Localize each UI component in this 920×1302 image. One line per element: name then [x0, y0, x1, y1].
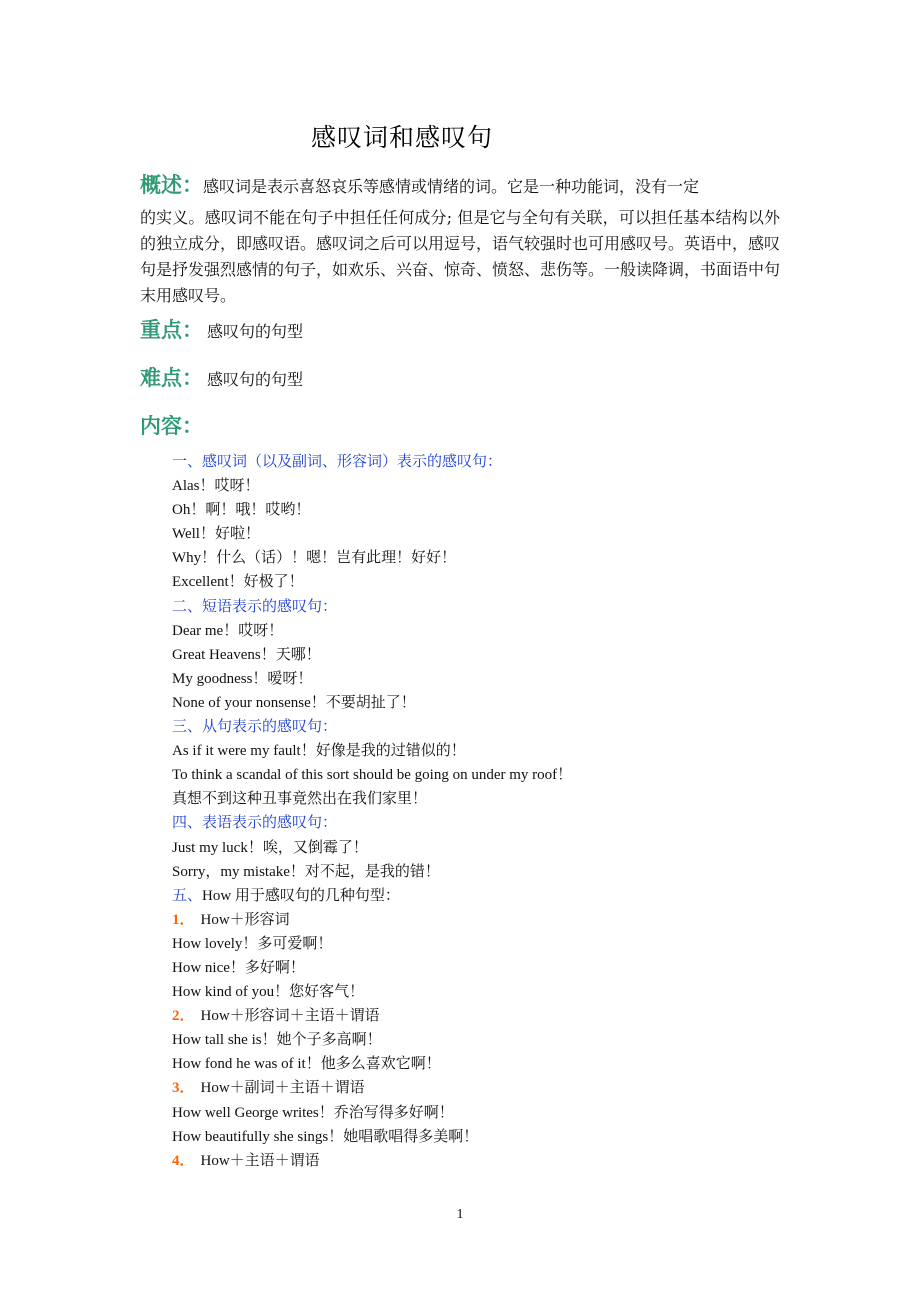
example-sentence: How nice！多好啊！	[172, 959, 305, 976]
example-sentence: As if it were my fault！好像是我的过错似的！	[172, 743, 466, 760]
section-heading-text: How 用于感叹句的几种句型：	[202, 887, 400, 904]
section-heading-text: 二、短语表示的感叹句：	[172, 598, 338, 615]
example-sentence: Alas！哎呀！	[172, 478, 260, 495]
overview-first-line	[140, 168, 780, 205]
example-sentence: Excellent！好极了！	[172, 574, 304, 591]
pattern-text: How＋主语＋谓语	[200, 1152, 320, 1169]
example-sentence: Great Heavens！天哪！	[172, 646, 321, 663]
pattern-item	[172, 1004, 792, 1028]
example-sentence: My goodness！嗳呀！	[172, 670, 313, 687]
content-list	[172, 450, 792, 1173]
pattern-number: 4．	[172, 1152, 195, 1169]
key-point	[140, 314, 303, 344]
example-sentence: How fond he was of it！他多么喜欢它啊！	[172, 1056, 441, 1073]
section-heading	[172, 715, 792, 739]
pattern-text: How＋形容词＋主语＋谓语	[200, 1008, 380, 1025]
pattern-number: 2．	[172, 1008, 195, 1025]
example-sentence: How beautifully she sings！她唱歌唱得多美啊！	[172, 1128, 479, 1145]
overview-text-rest: 的实义。感叹词不能在句子中担任任何成分; 但是它与全句有关联，可以担任基本结构以外的独立成分，即感叹语。感叹词之后可以用逗号，语气较强时也可用感叹号。英语中，感叹句是抒发强烈感情的句子，如欢乐、兴奋、惊奇、愤怒、悲伤等。一般读降调，书面语中句末用感叹号。	[140, 208, 781, 305]
example-sentence: Why！什么（话）！嗯！岂有此理！好好！	[172, 550, 457, 567]
pattern-text: How＋形容词	[200, 911, 290, 928]
example-sentence: Just my luck！唉，又倒霉了！	[172, 839, 368, 856]
pattern-text: How＋副词＋主语＋谓语	[200, 1080, 365, 1097]
difficulty-text: 感叹句的句型	[207, 370, 304, 389]
section-heading-text: 四、表语表示的感叹句：	[172, 815, 338, 832]
difficulty-label: 难点：	[140, 366, 203, 390]
key-point-label: 重点：	[140, 318, 203, 342]
page-number: 1	[456, 1207, 464, 1222]
content-label: 内容：	[140, 414, 203, 438]
example-sentence: Well！好啦！	[172, 526, 260, 543]
section-heading	[172, 884, 792, 908]
difficulty	[140, 362, 303, 392]
example-sentence: How lovely！多可爱啊！	[172, 935, 333, 952]
pattern-item	[172, 1149, 792, 1173]
key-point-text: 感叹句的句型	[207, 322, 304, 341]
pattern-number: 3．	[172, 1080, 195, 1097]
page-title: 感叹词和感叹句	[310, 123, 493, 152]
pattern-item	[172, 908, 792, 932]
pattern-number: 1．	[172, 911, 195, 928]
example-sentence: How tall she is！她个子多高啊！	[172, 1032, 382, 1049]
section-heading	[172, 450, 792, 474]
section-heading-text: 三、从句表示的感叹句：	[172, 719, 338, 736]
example-sentence: Sorry，my mistake！对不起，是我的错！	[172, 863, 440, 880]
section-heading	[172, 595, 792, 619]
example-sentence: None of your nonsense！不要胡扯了！	[172, 694, 416, 711]
overview-label: 概述：	[140, 173, 203, 197]
example-sentence: Dear me！哎呀！	[172, 622, 284, 639]
example-sentence: How well George writes！乔治写得多好啊！	[172, 1104, 454, 1121]
pattern-item	[172, 1076, 792, 1100]
example-sentence: How kind of you！您好客气！	[172, 984, 365, 1001]
section-heading-prefix: 五、	[172, 887, 203, 904]
example-sentence: Oh！啊！哦！哎哟！	[172, 502, 311, 519]
section-heading-text: 一、感叹词（以及副词、形容词）表示的感叹句：	[172, 454, 503, 470]
overview-paragraph	[140, 168, 780, 309]
content-heading	[140, 410, 203, 440]
example-sentence: To think a scandal of this sort should be going on under my roof！	[172, 767, 573, 784]
overview-text-first: 感叹词是表示喜怒哀乐等感情或情绪的词。它是一种功能词，没有一定	[203, 177, 700, 196]
example-sentence: 真想不到这种丑事竟然出在我们家里！	[172, 791, 428, 808]
section-heading	[172, 811, 792, 835]
